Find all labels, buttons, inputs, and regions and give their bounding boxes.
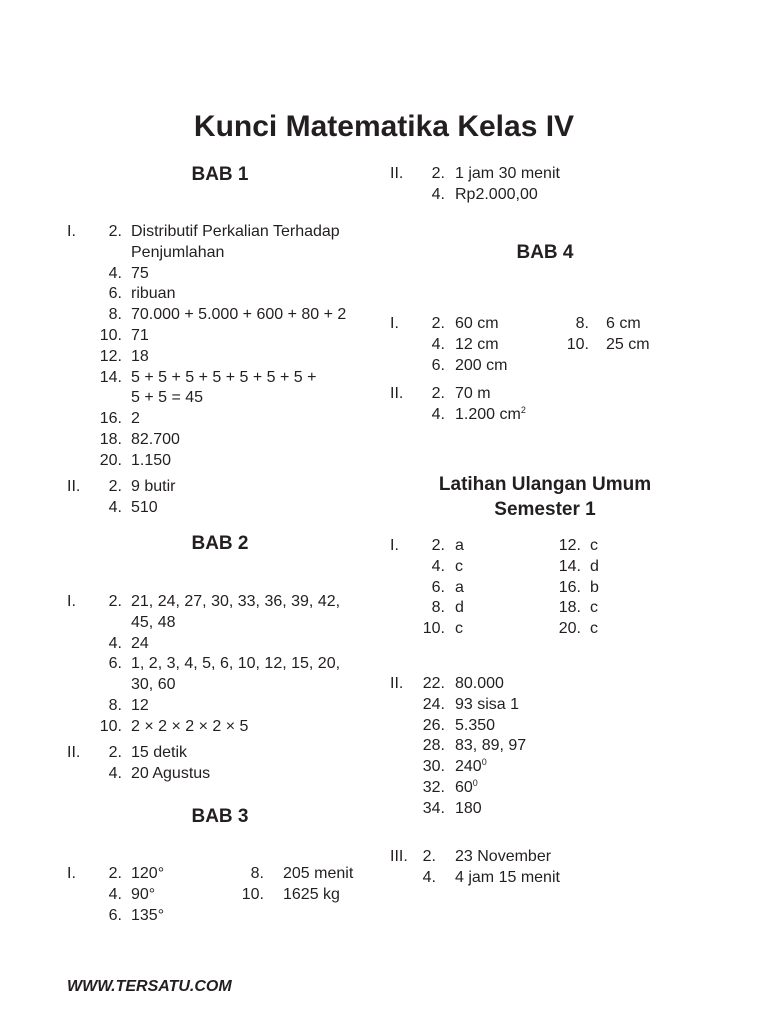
item-answer — [131, 347, 149, 367]
item-answer — [131, 409, 140, 429]
bab3-part1-roman: I. — [67, 865, 76, 882]
item-number: 4. — [108, 634, 122, 652]
answer-text: a — [455, 578, 464, 596]
answer-text: 80.000 — [455, 675, 504, 692]
item-number: 8. — [108, 306, 122, 324]
item-number: 10. — [99, 327, 122, 344]
item-number: 8. — [575, 315, 589, 332]
item-answer — [590, 536, 598, 556]
bab4-part1-roman: I. — [390, 315, 399, 332]
footer-website: WWW.TERSATU.COM — [67, 978, 232, 995]
answer-text: 93 sisa 1 — [455, 695, 520, 713]
answer-text: 2 × 2 × 2 × 2 × 5 — [131, 717, 249, 735]
item-number: 10. — [241, 885, 264, 903]
item-answer — [131, 634, 149, 654]
item-answer — [455, 716, 495, 736]
answer-text: 120° — [131, 865, 165, 882]
item-number: 10. — [566, 335, 589, 353]
answer-text: 180 — [455, 799, 482, 817]
item-answer — [455, 619, 463, 639]
answer-text: 240 — [455, 758, 482, 776]
bab1-part2-roman: II. — [67, 478, 81, 495]
answer-text: 4 jam 15 menit — [455, 868, 560, 886]
item-number: 6. — [108, 655, 122, 673]
answer-text: 45, 48 — [131, 613, 176, 631]
answer-text: c — [455, 557, 463, 575]
item-number: 34. — [422, 799, 445, 817]
item-answer — [131, 885, 155, 905]
item-number: 24. — [422, 695, 445, 713]
item-answer — [131, 284, 175, 304]
answer-text: 18 — [131, 347, 149, 365]
item-answer — [455, 674, 504, 694]
item-number: 2. — [108, 865, 122, 882]
item-answer — [606, 335, 650, 355]
item-answer — [131, 430, 180, 450]
answer-text: 90° — [131, 885, 156, 903]
answer-text: 24 — [131, 634, 149, 652]
answer-text: a — [455, 537, 464, 554]
item-number: 32. — [422, 779, 445, 796]
superscript: 0 — [481, 757, 487, 768]
item-answer — [590, 619, 598, 639]
item-number: 4. — [108, 764, 122, 782]
item-number: 6. — [108, 285, 122, 303]
item-number: 16. — [558, 578, 581, 596]
page-title: Kunci Matematika Kelas IV — [193, 110, 575, 143]
latihan-part1-roman: I. — [390, 537, 399, 554]
item-answer — [131, 305, 346, 325]
answer-text: 60 cm — [455, 315, 499, 332]
item-answer — [590, 578, 599, 598]
item-number: 12. — [99, 347, 122, 365]
item-answer — [455, 185, 538, 205]
item-number: 10. — [422, 620, 445, 638]
item-number: 12. — [558, 537, 581, 554]
bab4-part2-roman: II. — [390, 385, 404, 402]
item-answer — [455, 335, 499, 355]
item-answer — [455, 384, 491, 404]
bab1-heading: BAB 1 — [191, 164, 249, 185]
answer-text: 30, 60 — [131, 676, 176, 694]
answer-text: 1.150 — [131, 451, 172, 469]
item-answer — [455, 847, 551, 867]
item-answer — [131, 654, 340, 674]
item-answer — [131, 696, 149, 716]
item-number: 4. — [422, 868, 436, 886]
item-answer — [283, 864, 353, 884]
item-number: 14. — [99, 368, 122, 386]
item-answer — [131, 592, 340, 612]
item-answer — [131, 717, 248, 737]
answer-text: d — [590, 557, 599, 575]
item-answer — [590, 557, 599, 577]
answer-text: c — [455, 620, 463, 638]
item-number: 2. — [422, 848, 436, 865]
answer-text: 1.200 cm — [455, 405, 521, 423]
item-answer — [131, 613, 175, 633]
item-answer — [606, 314, 641, 334]
item-number: 14. — [558, 557, 581, 575]
item-answer — [455, 314, 499, 334]
answer-text: 5 + 5 = 45 — [131, 389, 204, 407]
answer-text: 200 cm — [455, 356, 508, 374]
answer-text: 1 jam 30 menit — [455, 165, 560, 182]
item-number: 20. — [558, 620, 581, 638]
item-number: 18. — [558, 599, 581, 617]
item-answer — [455, 757, 487, 777]
latihan-part3-roman: III. — [390, 848, 408, 865]
item-number: 10. — [99, 717, 122, 735]
item-answer — [455, 405, 526, 425]
answer-text: 5 + 5 + 5 + 5 + 5 + 5 + 5 + — [131, 368, 317, 386]
answer-text: 23 November — [455, 848, 552, 865]
answer-text: c — [590, 620, 598, 638]
item-answer — [131, 326, 149, 346]
item-number: 22. — [422, 675, 445, 692]
latihan-heading-line2: Semester 1 — [494, 499, 596, 520]
answer-text: 6 cm — [606, 315, 641, 332]
answer-text: 205 menit — [283, 865, 354, 882]
answer-text: 25 cm — [606, 335, 650, 353]
item-answer — [455, 799, 482, 819]
item-answer — [131, 222, 340, 242]
item-answer — [131, 368, 316, 388]
answer-text: Penjumlahan — [131, 243, 225, 261]
answer-text: 5.350 — [455, 716, 496, 734]
item-answer — [455, 536, 464, 556]
answer-text: c — [590, 537, 598, 554]
item-answer — [455, 578, 464, 598]
item-answer — [455, 778, 478, 798]
bab3-part2-roman: II. — [390, 165, 404, 182]
item-answer — [131, 388, 203, 408]
item-answer — [455, 356, 507, 376]
answer-text: 135° — [131, 906, 165, 924]
item-number: 6. — [431, 578, 445, 596]
bab2-heading: BAB 2 — [191, 533, 249, 554]
answer-text: 70.000 + 5.000 + 600 + 80 + 2 — [131, 306, 347, 324]
item-number: 2. — [431, 165, 445, 182]
item-answer — [455, 736, 526, 756]
answer-text: 1, 2, 3, 4, 5, 6, 10, 12, 15, 20, — [131, 655, 341, 673]
item-answer — [455, 598, 464, 618]
item-answer — [131, 243, 224, 263]
answer-text: d — [455, 599, 464, 617]
item-answer — [455, 557, 463, 577]
item-number: 2. — [108, 593, 122, 610]
item-number: 4. — [108, 264, 122, 282]
item-number: 2. — [108, 478, 122, 495]
item-number: 2. — [108, 223, 122, 240]
item-answer — [131, 906, 164, 926]
item-answer — [131, 743, 187, 763]
item-number: 4. — [431, 185, 445, 203]
item-number: 4. — [431, 557, 445, 575]
item-number: 2. — [431, 385, 445, 402]
latihan-heading-line1: Latihan Ulangan Umum — [438, 474, 652, 495]
answer-text: 60 — [455, 779, 473, 796]
answer-text: 1625 kg — [283, 885, 340, 903]
item-number: 20. — [99, 451, 122, 469]
item-answer — [131, 477, 175, 497]
item-number: 4. — [431, 335, 445, 353]
answer-text: c — [590, 599, 598, 617]
bab4-heading: BAB 4 — [516, 242, 574, 263]
item-number: 2. — [431, 315, 445, 332]
bab3-heading: BAB 3 — [191, 806, 249, 827]
item-answer — [131, 451, 171, 471]
answer-text: 82.700 — [131, 431, 180, 448]
superscript: 2 — [520, 404, 526, 415]
item-answer — [131, 864, 164, 884]
answer-text: 510 — [131, 498, 158, 516]
answer-text: 15 detik — [131, 744, 188, 761]
item-number: 2. — [108, 744, 122, 761]
answer-text: Distributif Perkalian Terhadap — [131, 223, 340, 240]
item-answer — [455, 868, 560, 888]
item-number: 4. — [108, 885, 122, 903]
item-number: 8. — [250, 865, 264, 882]
answer-text: Rp2.000,00 — [455, 185, 538, 203]
item-number: 18. — [99, 431, 122, 448]
answer-text: 71 — [131, 327, 149, 344]
item-answer — [283, 885, 340, 905]
answer-text: 12 cm — [455, 335, 499, 353]
answer-text: ribuan — [131, 285, 176, 303]
answer-text: b — [590, 578, 599, 596]
answer-text: 83, 89, 97 — [455, 737, 527, 755]
answer-text: 20 Agustus — [131, 764, 211, 782]
item-number: 4. — [431, 405, 445, 423]
item-number: 8. — [108, 697, 122, 714]
superscript: 0 — [472, 778, 478, 788]
item-answer — [590, 598, 598, 618]
item-number: 16. — [99, 410, 122, 428]
item-number: 30. — [422, 758, 445, 776]
item-number: 2. — [431, 537, 445, 554]
answer-text: 21, 24, 27, 30, 33, 36, 39, 42, — [131, 593, 341, 610]
answer-text: 2 — [131, 410, 140, 428]
answer-text: 70 m — [455, 385, 491, 402]
item-number: 6. — [431, 356, 445, 374]
answer-text: 9 butir — [131, 478, 176, 495]
bab2-part2-roman: II. — [67, 744, 81, 761]
bab2-part1-roman: I. — [67, 593, 76, 610]
answer-text: 75 — [131, 264, 149, 282]
item-answer — [131, 675, 175, 695]
answer-text: 12 — [131, 697, 149, 714]
item-answer — [131, 498, 158, 518]
item-answer — [131, 764, 210, 784]
bab1-part1-roman: I. — [67, 223, 76, 240]
item-number: 26. — [422, 716, 445, 734]
item-number: 4. — [108, 498, 122, 516]
item-number: 28. — [422, 737, 445, 755]
item-answer — [455, 695, 519, 715]
item-answer — [131, 264, 149, 284]
item-number: 6. — [108, 906, 122, 924]
item-number: 8. — [431, 599, 445, 617]
item-answer — [455, 164, 560, 184]
latihan-part2-roman: II. — [390, 675, 404, 692]
